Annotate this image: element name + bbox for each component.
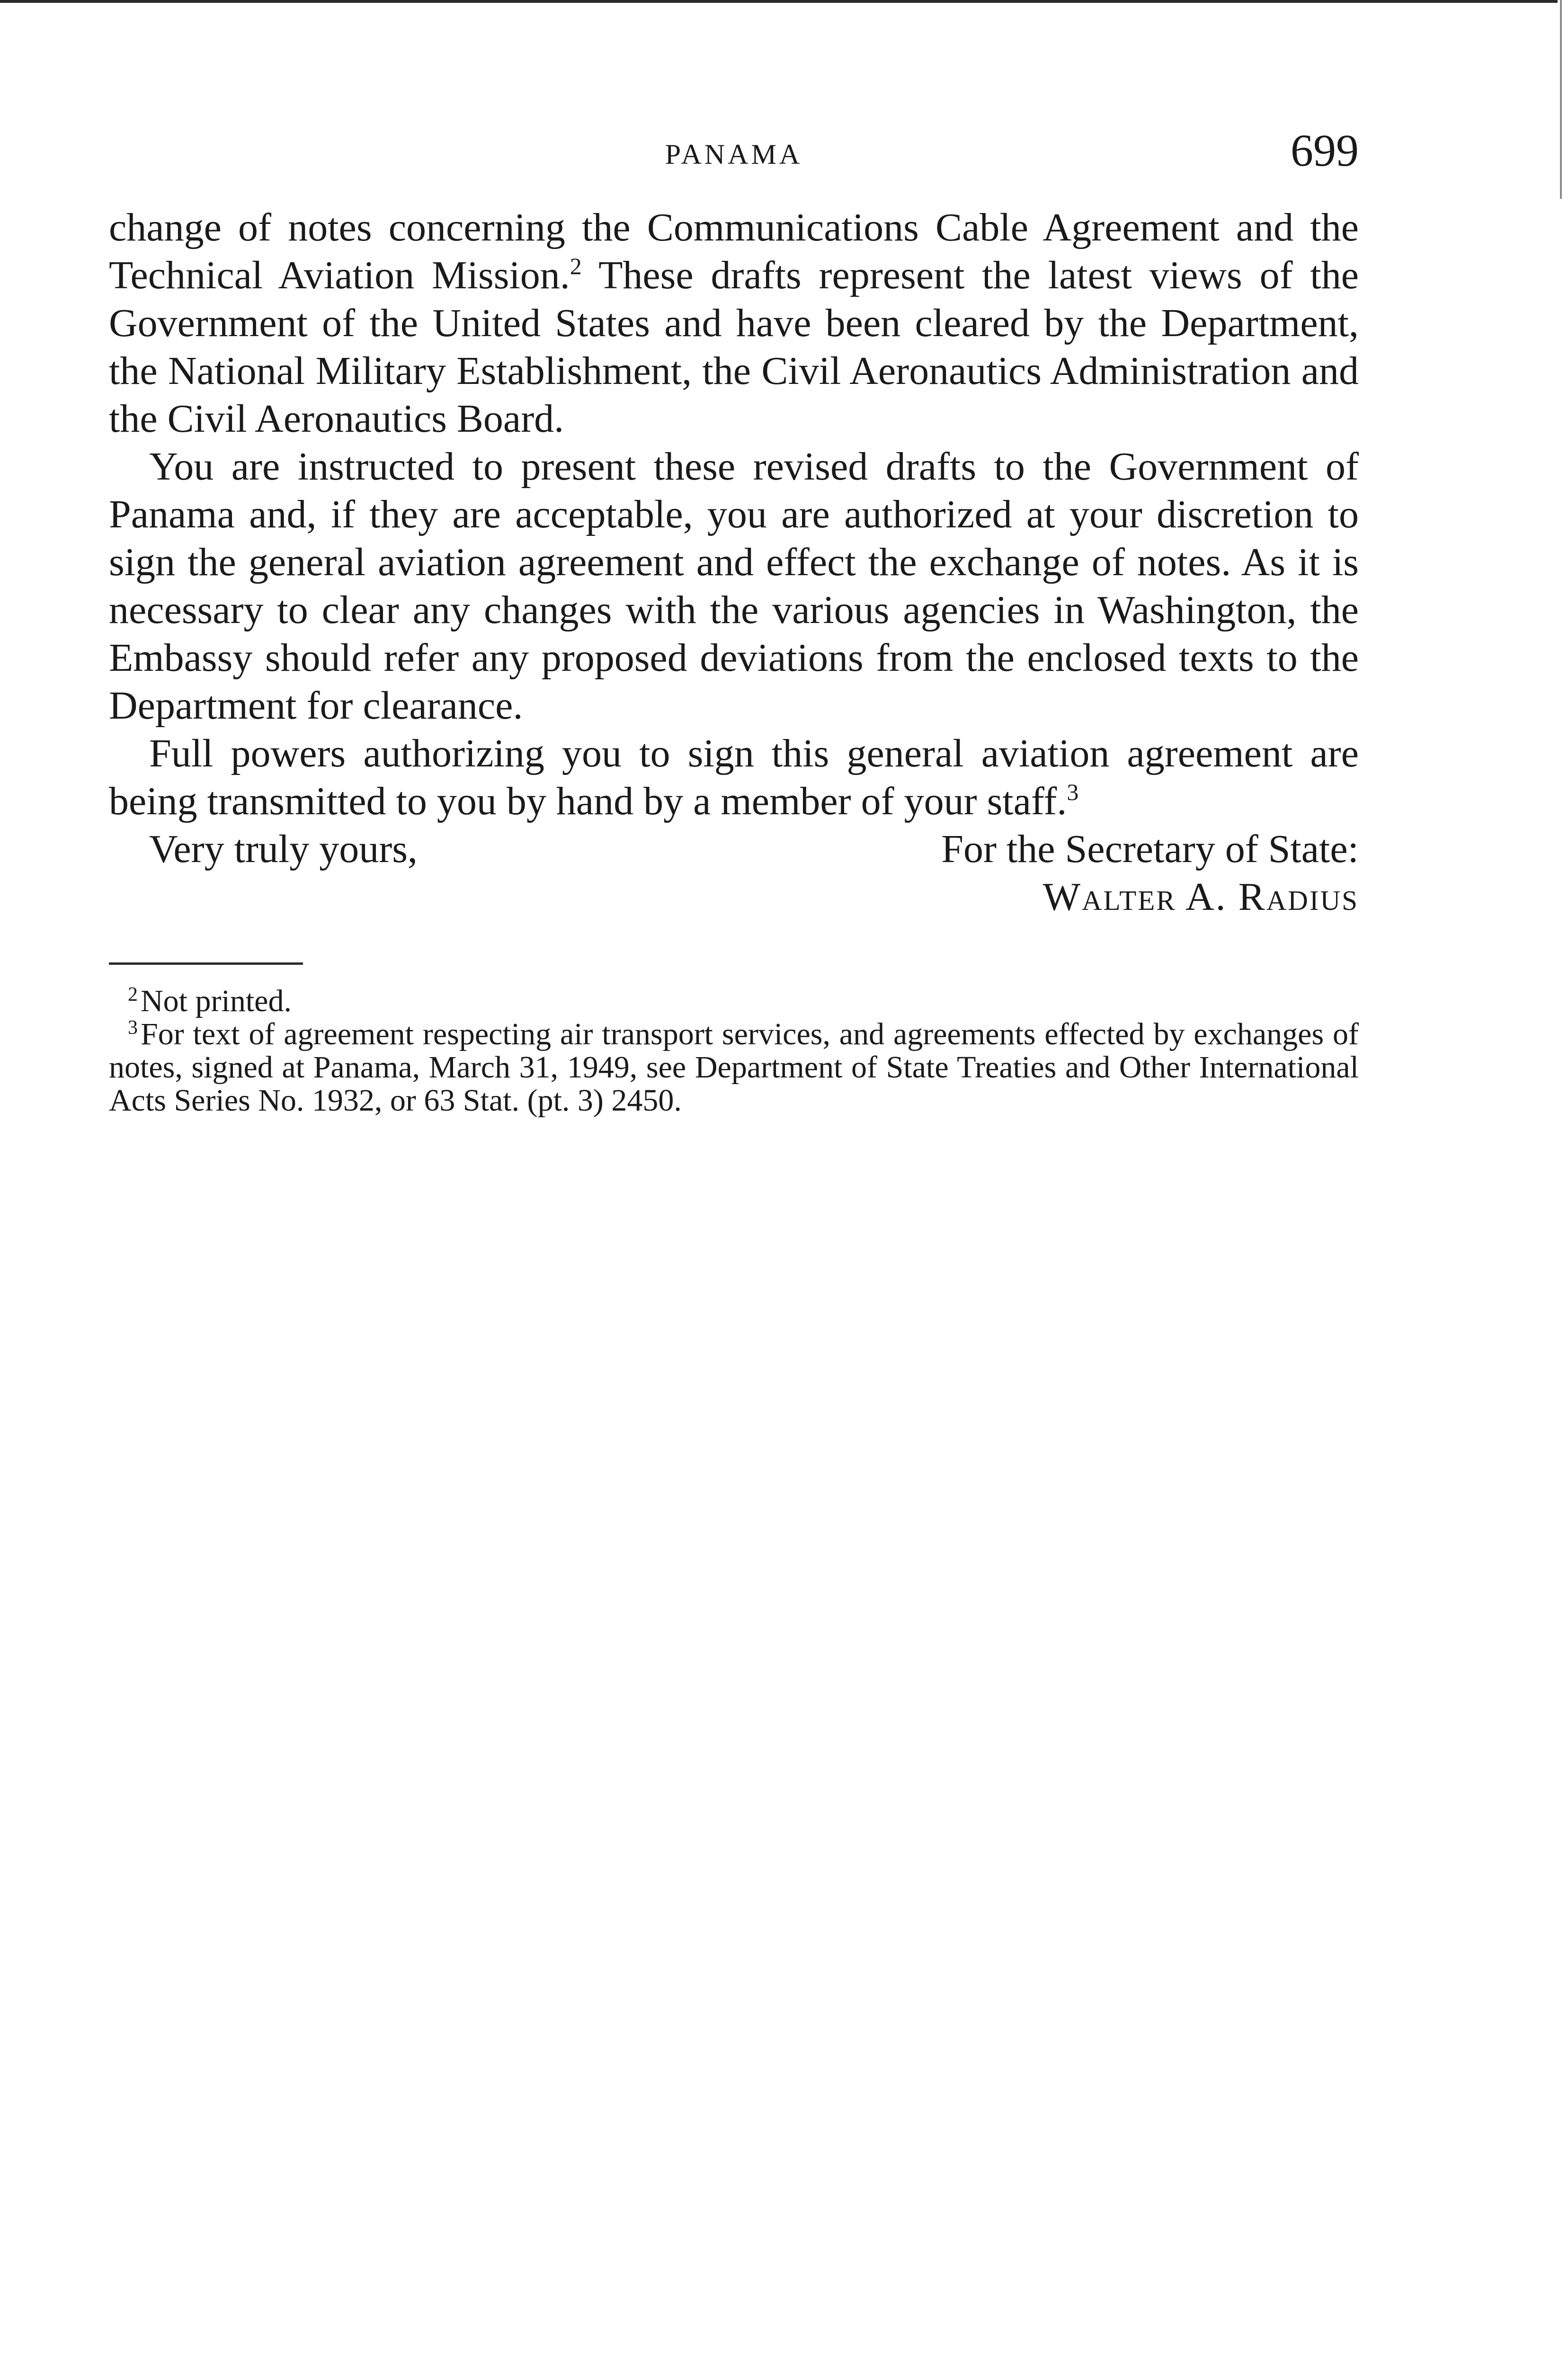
letter-body: [109, 204, 1359, 921]
closing-line: [109, 825, 1359, 873]
paragraph-1-text-cont: These drafts represent the latest views of the Government of the United States and have been cleared by the Department, the National Military Establishment, the Civil Aeronautics Administration and the Civil Aeronautics Board.: [109, 253, 1359, 441]
page-number: 699: [1291, 125, 1359, 176]
salutation: Very truly yours,: [149, 827, 418, 871]
footnote-2: [109, 985, 1359, 1018]
signature: Walter A. Radius: [1042, 875, 1359, 919]
footnote-3: [109, 1018, 1359, 1117]
running-head: PANAMA: [665, 139, 803, 170]
footnote-3-mark: 3: [128, 1017, 138, 1039]
paragraph-full-powers: [109, 730, 1359, 825]
footnote-divider: [109, 962, 303, 965]
footnote-ref-2: 2: [570, 253, 582, 279]
footnote-2-mark: 2: [128, 984, 138, 1006]
footnote-ref-3: 3: [1067, 779, 1079, 805]
paragraph-instructions: You are instructed to present these revised drafts to the Government of Panama and, if they are acceptable, you are authorized at your discretion to sign the general aviation agreement and effect the exchange of notes. As it is necessary to clear any changes with the various agencies in Washington, the Embassy should refer any proposed deviations from the enclosed texts to the Department for clearance.: [109, 445, 1359, 728]
page-header: [109, 125, 1359, 180]
for-secretary-line: For the Secretary of State:: [941, 827, 1359, 871]
paragraph-1-text: change of notes concerning the Communications Cable Agreement and the Technical Aviation Mission.: [109, 205, 1359, 297]
footnote-3-text: For text of agreement respecting air transport services, and agreements effected by exchanges of notes, signed at Panama, March 31, 1949, see Department of State Treaties and Other International Acts Series No. 1932, or 63 Stat. (pt. 3) 2450.: [109, 1017, 1359, 1118]
footnote-2-text: Not printed.: [141, 984, 292, 1018]
paragraph-continuation: [109, 204, 1359, 443]
paragraph-3-text: Full powers authorizing you to sign this general aviation agreement are being transmitted to you by hand by a member of your staff.: [109, 731, 1359, 823]
right-edge-rule: [1560, 0, 1562, 199]
footnotes: [109, 985, 1359, 1117]
top-border-rule: [0, 0, 1558, 3]
